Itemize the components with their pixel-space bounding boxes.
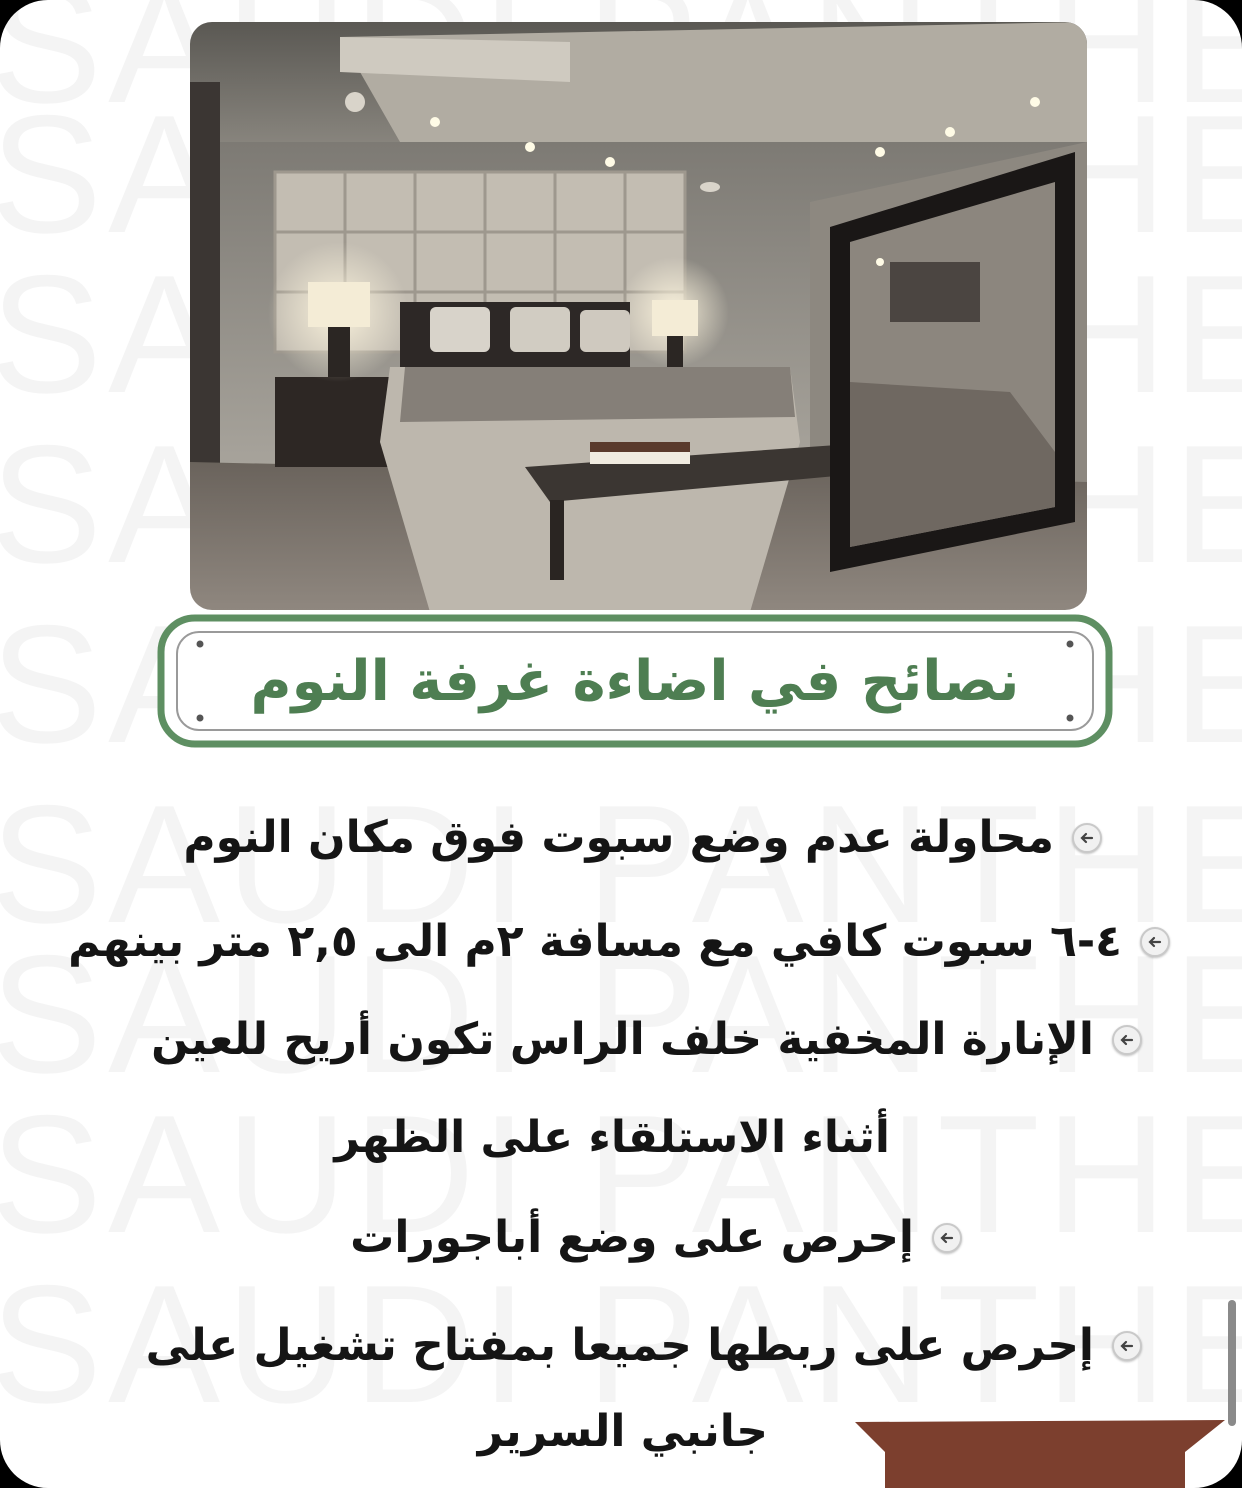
tip-text: إحرص على وضع أباجورات <box>350 1212 914 1263</box>
decorative-shape <box>855 1412 1225 1488</box>
list-item <box>146 1316 1142 1376</box>
list-item-continuation <box>478 1402 768 1462</box>
list-item <box>68 912 1170 972</box>
tip-text: إحرص على ربطها جميعا بمفتاح تشغيل على <box>145 1320 1094 1371</box>
tip-text: الإنارة المخفية خلف الراس تكون أريح للعين <box>151 1014 1094 1065</box>
page-title: نصائح في اضاءة غرفة النوم <box>250 648 1020 714</box>
title-banner <box>155 612 1115 750</box>
tip-text: جانبي السرير <box>477 1406 768 1457</box>
list-item-continuation <box>334 1108 890 1168</box>
list-item <box>183 808 1102 868</box>
left-arrow-bullet-icon <box>1112 1025 1142 1055</box>
list-item <box>350 1208 962 1268</box>
left-arrow-bullet-icon <box>1140 927 1170 957</box>
tip-text: أثناء الاستلقاء على الظهر <box>334 1112 890 1163</box>
left-arrow-bullet-icon <box>932 1223 962 1253</box>
tip-text: ٤-٦ سبوت كافي مع مسافة ٢م الى ٢,٥ متر بينهم <box>68 916 1122 967</box>
left-arrow-bullet-icon <box>1072 823 1102 853</box>
list-item <box>151 1010 1142 1070</box>
scrollbar[interactable] <box>1228 1300 1236 1426</box>
tip-text: محاولة عدم وضع سبوت فوق مكان النوم <box>183 812 1054 863</box>
bedroom-photo <box>190 22 1087 610</box>
left-arrow-bullet-icon <box>1112 1331 1142 1361</box>
